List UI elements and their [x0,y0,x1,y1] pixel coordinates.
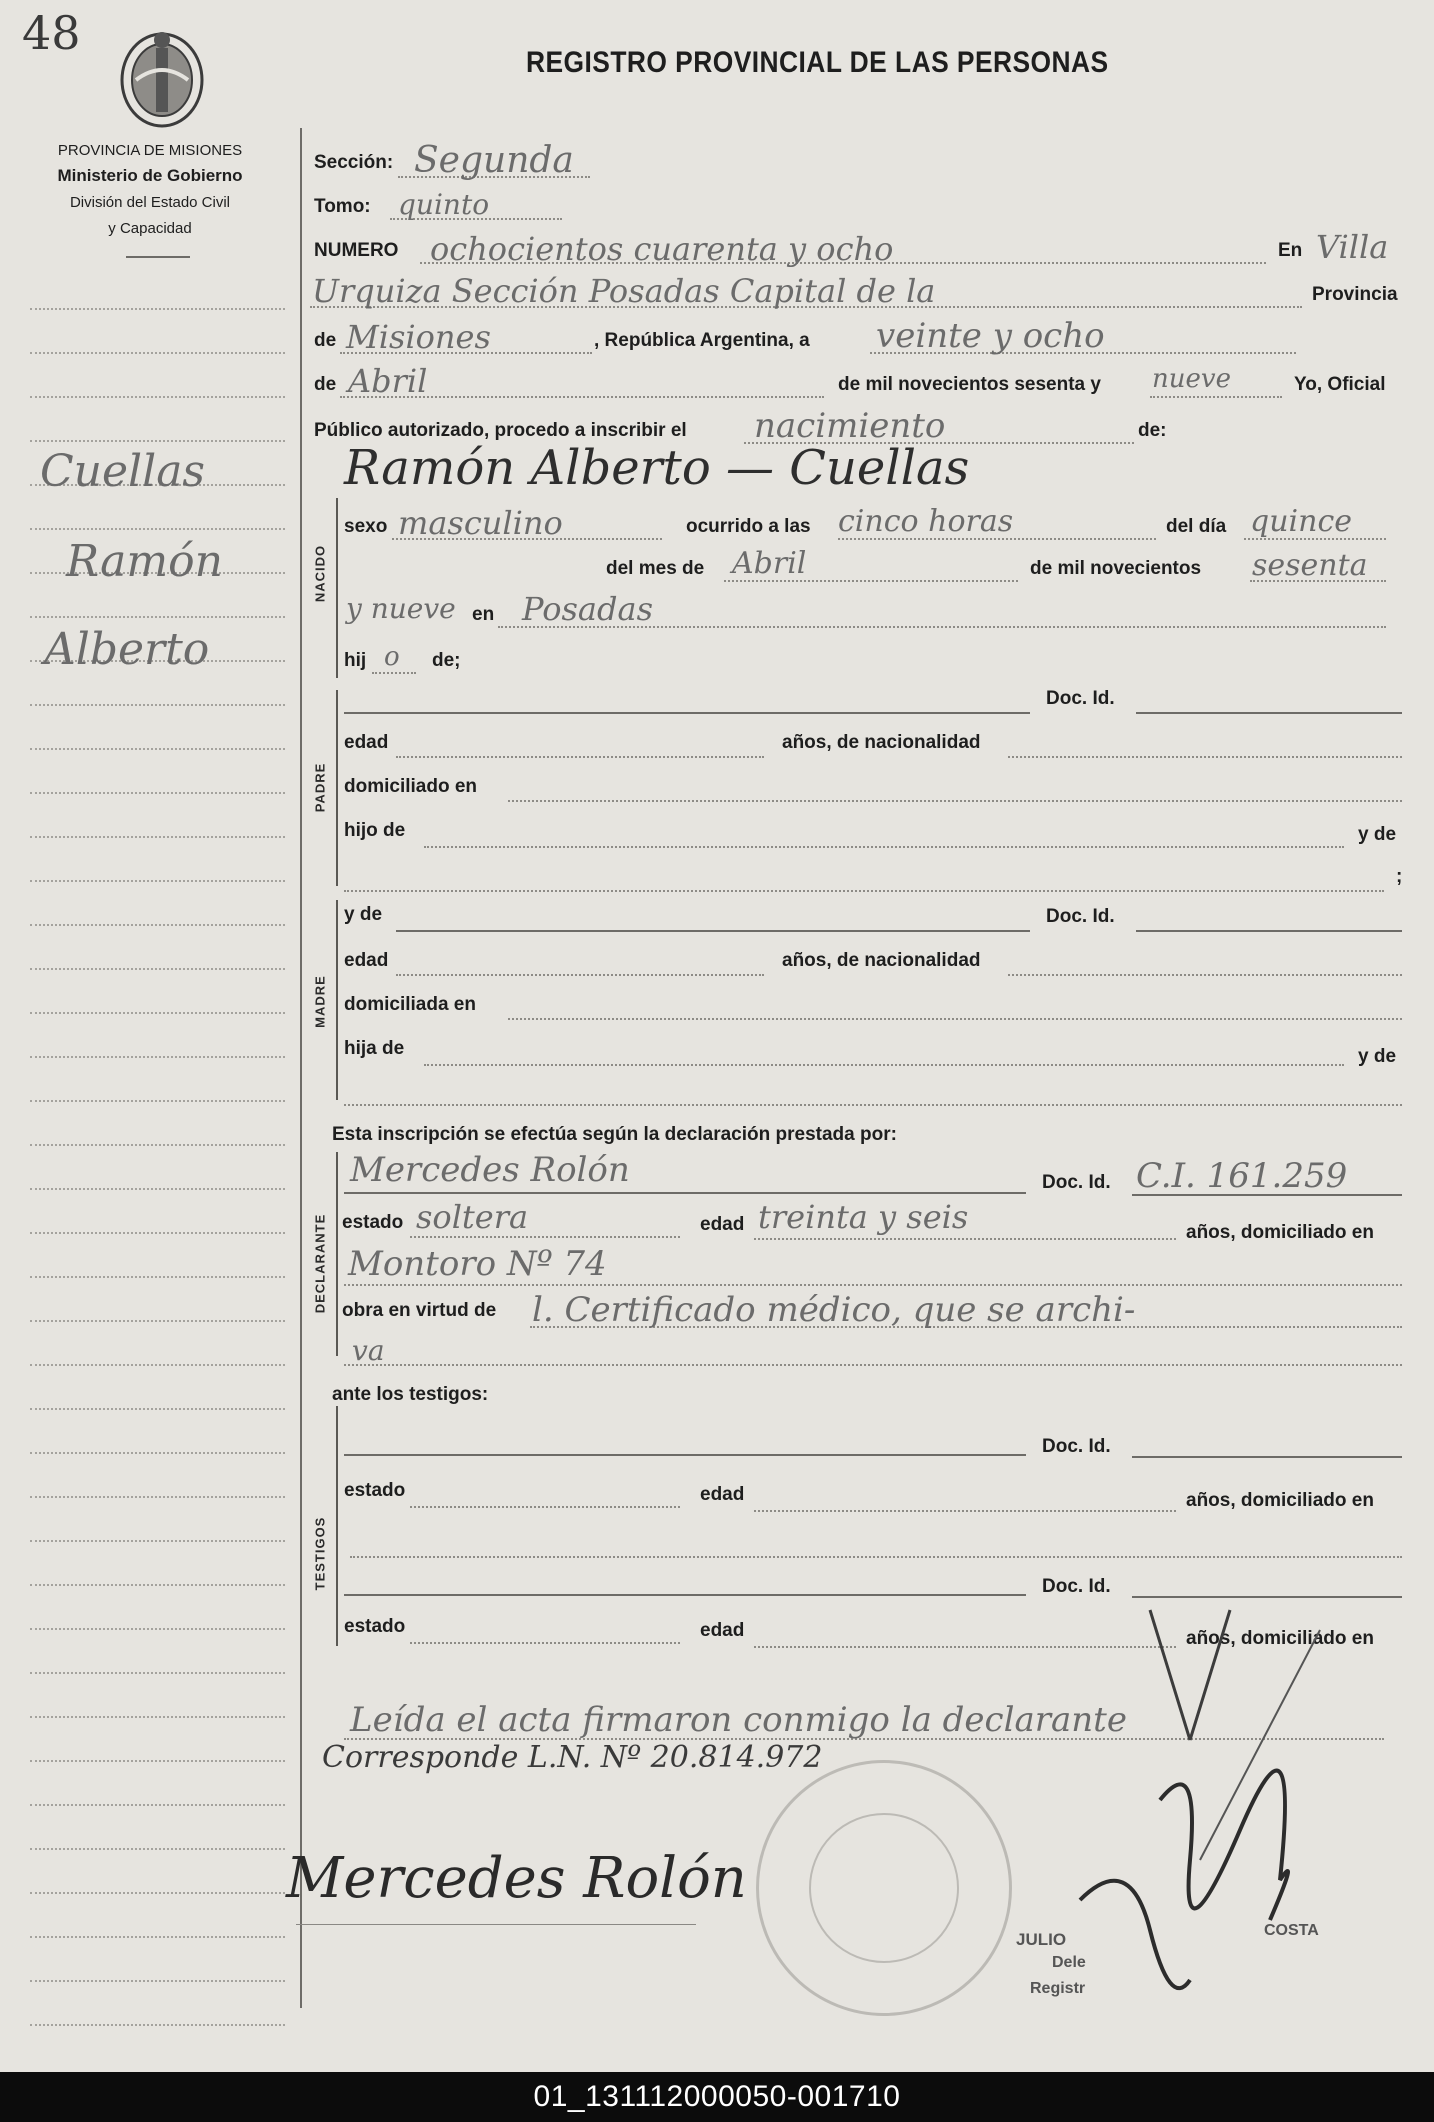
testigo1-estado-label: estado [344,1480,406,1501]
nacido-section-label: NACIDO [312,544,328,603]
numero-label: NUMERO [314,240,399,261]
tomo-label: Tomo: [314,196,371,217]
numero-value: ochocientos cuarenta y ocho [430,230,894,268]
declarante-doc-label: Doc. Id. [1042,1172,1111,1193]
dia-label: del día [1166,516,1227,537]
lugar-value: Posadas [522,590,653,628]
margin-second-name: Alberto [44,624,210,675]
margin-surname: Cuellas [40,446,205,497]
republica-label: , República Argentina, a [594,330,810,351]
oficial-name: JULIO [1016,1930,1067,1949]
de2-label: de [314,374,337,395]
padre-doc-label: Doc. Id. [1046,688,1115,709]
declarante-estado-value: soltera [416,1198,529,1236]
en-label: En [1278,240,1303,261]
corresponde-text: Corresponde L.N. Nº 20.814.972 [322,1740,823,1775]
registered-name: Ramón Alberto — Cuellas [344,440,970,496]
anio-value: sesenta [1252,548,1368,583]
month-value: Abril [348,362,428,400]
declarante-doc-value: C.I. 161.259 [1136,1156,1348,1196]
declarante-domicilio-value: Montoro Nº 74 [348,1244,607,1284]
provincia-value: Misiones [346,318,491,356]
testigo1-domicilio-label: años, domiciliado en [1186,1490,1374,1511]
division-label: División del Estado Civil [69,194,231,211]
padre-domicilio-label: domiciliado en [344,776,478,797]
hij-label: hij [344,650,367,671]
de-colon-label: de: [1138,420,1167,441]
declarante-bracket [336,1152,338,1356]
testigo2-doc-label: Doc. Id. [1042,1576,1111,1597]
padre-bracket [336,690,338,886]
sexo-label: sexo [344,516,388,537]
year-label: de mil novecientos sesenta y [838,374,1101,395]
obra-value-2: va [352,1334,385,1367]
margin-separator [300,128,302,2008]
year-value: nueve [1152,364,1231,394]
madre-domicilio-label: domiciliada en [344,994,476,1015]
testigo1-edad-label: edad [700,1484,745,1505]
testigos-section-label: TESTIGOS [312,1516,328,1591]
declarante-signature: Mercedes Rolón [286,1846,747,1911]
padre-nacionalidad-label: años, de nacionalidad [782,732,981,753]
ocurrido-label: ocurrido a las [686,516,811,537]
location-value: Urquiza Sección Posadas Capital de la [312,272,936,310]
madre-nacionalidad-label: años, de nacionalidad [782,950,981,971]
seccion-label: Sección: [314,152,394,173]
testigo1-doc-label: Doc. Id. [1042,1436,1111,1457]
ministry-label: Ministerio de Gobierno [57,166,243,185]
madre-yde2-label: y de [1358,1046,1397,1067]
sexo-value: masculino [398,504,563,542]
oficial-title-line-2: Registr [1030,1980,1086,1997]
declaracion-intro: Esta inscripción se efectúa según la declaración prestada por: [332,1124,897,1145]
mil-novecientos-label: de mil novecientos [1030,558,1202,579]
declarante-section-label: DECLARANTE [312,1213,328,1314]
madre-hija-label: hija de [344,1038,405,1059]
obra-label: obra en virtud de [342,1300,497,1321]
declarante-edad-value: treinta y seis [758,1198,969,1236]
provincia-label: Provincia [1312,284,1398,305]
tomo-value: quinto [398,188,490,221]
day-value: veinte y ocho [876,316,1105,356]
madre-section-label: MADRE [312,975,328,1028]
oficial-name-2: COSTA [1264,1922,1319,1939]
anio2-value: y nueve [346,592,456,625]
coat-of-arms-icon [116,30,208,130]
en-nacido-label: en [472,604,495,625]
margin-first-name: Ramón [66,536,223,587]
testigo2-estado-label: estado [344,1616,406,1637]
official-seal [756,1760,1012,2016]
testigo2-edad-label: edad [700,1620,745,1641]
leida-text: Leída el acta firmaron conmigo la declarante [350,1700,1127,1740]
declarante-estado-label: estado [342,1212,404,1233]
page-number: 48 [22,6,81,60]
document-title: REGISTRO PROVINCIAL DE LAS PERSONAS [526,46,1109,79]
mes-value: Abril [732,546,807,581]
division-label-2: y Capacidad [108,220,192,237]
nacido-bracket [336,498,338,678]
official-signature-mark [1040,1600,1360,2000]
testigos-bracket [336,1406,338,1646]
oficial-label: Yo, Oficial [1294,374,1386,395]
mes-label: del mes de [606,558,705,579]
testigos-intro: ante los testigos: [332,1384,489,1405]
declarante-domicilio-label: años, domiciliado en [1186,1222,1374,1243]
madre-edad-label: edad [344,950,389,971]
hij-value: o [384,642,400,672]
dia-value: quince [1250,504,1352,539]
padre-hijo-label: hijo de [344,820,406,841]
declarante-name: Mercedes Rolón [350,1150,630,1190]
padre-semicolon: ; [1396,866,1403,887]
en-value: Villa [1316,228,1389,266]
hij-de-label: de; [432,650,461,671]
madre-bracket [336,900,338,1100]
madre-doc-label: Doc. Id. [1046,906,1115,927]
oficial-title-line: Dele [1052,1954,1086,1971]
madre-yde-label: y de [344,904,383,925]
document-id-footer: 01_131112000050-001710 [0,2072,1434,2122]
de-label: de [314,330,337,351]
padre-section-label: PADRE [312,762,328,813]
province-label: PROVINCIA DE MISIONES [57,142,243,159]
acta-value: nacimiento [754,406,946,446]
testigo2-domicilio-label: años, domiciliado en [1186,1628,1374,1649]
declarante-edad-label: edad [700,1214,745,1235]
padre-edad-label: edad [344,732,389,753]
seccion-value: Segunda [414,140,574,181]
padre-yde-label: y de [1358,824,1397,845]
hora-value: cinco horas [838,504,1014,539]
publico-label: Público autorizado, procedo a inscribir el [314,420,687,441]
header-rule [126,256,190,258]
obra-value: l. Certificado médico, que se archi- [532,1290,1136,1330]
